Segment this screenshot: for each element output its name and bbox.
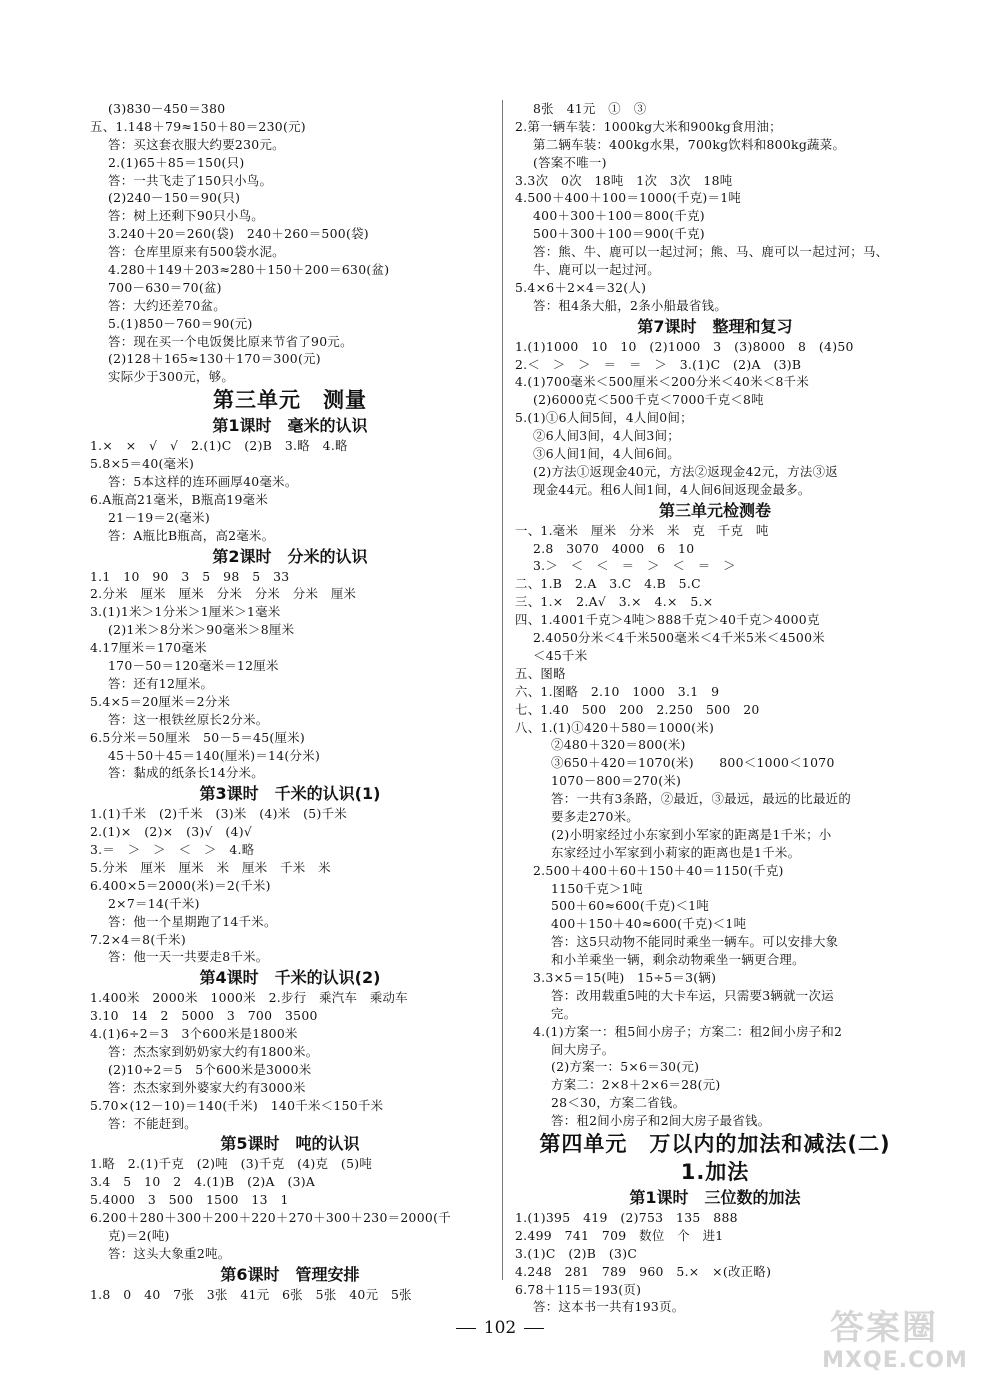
answer-line: 3.3次 0次 18吨 1次 3次 18吨: [515, 172, 733, 188]
answer-line: 2.(1)× (2)× (3)√ (4)√: [90, 824, 253, 840]
page-number: [400, 1318, 600, 1338]
answer-line: 方案二：2×8＋2×6＝28(元): [551, 1077, 721, 1093]
answer-line: 6.A瓶高21毫米，B瓶高19毫米: [90, 491, 269, 507]
answer-line: 答：他一天一共要走8千米。: [108, 949, 269, 965]
unit-heading: 第三单元 测量: [213, 388, 367, 413]
answer-line: 答：租2间小房子和2间大房子最省钱。: [551, 1113, 771, 1129]
answer-line: 4.500＋400＋100＝1000(千克)＝1吨: [515, 190, 742, 206]
answer-line: 1.略 2.(1)千克 (2)吨 (3)千克 (4)克 (5)吨: [90, 1156, 373, 1172]
answer-line: 要多走270米。: [551, 808, 640, 824]
answer-line: ③6人间1间，4人间6间。: [533, 446, 680, 462]
watermark-text-cn: 答案圈: [830, 1308, 938, 1348]
lesson-heading: 第7课时 整理和复习: [637, 316, 793, 336]
answer-line: 1.× × √ √ 2.(1)C (2)B 3.略 4.略: [90, 438, 348, 454]
answer-line: 答：改用载重5吨的大卡车运，只需要3辆就一次运: [551, 987, 834, 1003]
answer-line: 答：一共飞走了150只小鸟。: [108, 172, 273, 188]
answer-line: (2)6000克＜500千克＜7000千克＜8吨: [533, 392, 764, 408]
watermark-logo: [800, 1300, 990, 1380]
answer-line: 2.4050分米＜4千米500毫米＜4千米5米＜4500米: [533, 630, 825, 646]
answer-line: 答：不能赶到。: [108, 1115, 197, 1131]
answer-line: 答：杰杰家到奶奶家大约有1800米。: [108, 1043, 319, 1059]
answer-line: 2.499 741 709 数位 个 进1: [515, 1227, 724, 1243]
answer-line: 4.17厘米＝170毫米: [90, 640, 207, 656]
answer-line: 实际少于300元，够。: [108, 369, 235, 385]
answer-line: 4.248 281 789 960 5.× ×(改正略): [515, 1263, 772, 1279]
answer-line: 答：杰杰家到外婆家大约有3000米: [108, 1079, 306, 1095]
lesson-heading: 第5课时 吨的认识: [220, 1134, 360, 1154]
answer-line: 答：租4条大船，2条小船最省钱。: [533, 297, 728, 313]
answer-line: 7.2×4＝8(千米): [90, 931, 186, 947]
answer-line: 5.4×5＝20厘米＝2分米: [90, 693, 231, 709]
lesson-heading: 第三单元检测卷: [658, 500, 771, 520]
answer-line: 答：他一个星期跑了14千米。: [108, 913, 277, 929]
lesson-heading: 第4课时 千米的认识(2): [199, 968, 381, 988]
answer-line: 答：仓库里原来有500袋水泥。: [108, 244, 285, 260]
answer-line: 1.1 10 90 3 5 98 5 33: [90, 568, 290, 584]
answer-line: 500＋60≈600(千克)＜1吨: [551, 898, 710, 914]
answer-line: 4.(1)6÷2＝3 3个600米是1800米: [90, 1026, 298, 1042]
answer-line: 五、1.148＋79≈150＋80＝230(元): [90, 118, 306, 134]
answer-line: 牛、鹿可以一起过河。: [533, 262, 660, 278]
answer-line: 6.400×5＝2000(米)＝2(千米): [90, 877, 271, 893]
column-divider: [502, 100, 503, 1280]
answer-line: (2)240－150＝90(只): [108, 190, 241, 206]
answer-line: 完。: [551, 1005, 577, 1021]
answer-line: 一、1.毫米 厘米 分米 米 克 千克 吨: [515, 522, 769, 538]
right-column: [515, 100, 915, 1316]
answer-line: (2)小明家经过小东家到小军家的距离是1千米；小: [551, 826, 832, 842]
answer-line: 三、1.× 2.A√ 3.× 4.× 5.×: [515, 594, 714, 610]
answer-line: 二、1.B 2.A 3.C 4.B 5.C: [515, 576, 701, 592]
answer-line: (2)1米＞8分米＞90毫米＞8厘米: [108, 622, 295, 638]
answer-line: 六、1.图略 2.10 1000 3.1 9: [515, 683, 720, 699]
answer-line: ＜45千米: [533, 647, 588, 663]
answer-line: 答：现在买一个电饭煲比原来节省了90元。: [108, 333, 353, 349]
answer-line: 4.(1)700毫米＜500厘米＜200分米＜40米＜8千米: [515, 374, 810, 390]
answer-line: 5.70×(12－10)＝140(千米) 140千米＜150千米: [90, 1097, 384, 1113]
answer-line: (2)方案一：5×6＝30(元): [551, 1059, 700, 1075]
answer-line: 答：黏成的纸条长14分米。: [108, 765, 264, 781]
answer-line: 答：5本这样的连环画厚40毫米。: [108, 474, 298, 490]
answer-line: 400＋300＋100＝800(千克): [533, 208, 705, 224]
answer-line: 七、1.40 500 200 2.250 500 20: [515, 701, 760, 717]
answer-line: 5.8×5＝40(毫米): [90, 456, 195, 472]
answer-line: 克)＝2(吨): [108, 1227, 170, 1243]
unit-heading: 1.加法: [680, 1159, 750, 1184]
answer-line: 东家经过小军家到小莉家的距离也是1千米。: [551, 844, 801, 860]
answer-line: 答：买这套衣服大约要230元。: [108, 136, 285, 152]
answer-line: 5.(1)①6人间5间，4人间0间；: [515, 410, 693, 426]
answer-line: 和小羊乘坐一辆，剩余动物乘坐一辆更合理。: [551, 952, 805, 968]
answer-line: 答：这5只动物不能同时乘坐一辆车。可以安排大象: [551, 934, 839, 950]
answer-line: 5.分米 厘米 厘米 米 厘米 千米 米: [90, 859, 331, 875]
answer-line: 1150千克＞1吨: [551, 880, 643, 896]
answer-line: 2×7＝14(千米): [108, 895, 200, 911]
answer-line: 170－50＝120毫米＝12厘米: [108, 658, 279, 674]
answer-line: (2)10÷2＝5 5个600米是3000米: [108, 1061, 312, 1077]
unit-heading: 第四单元 万以内的加法和减法(二): [539, 1131, 891, 1156]
dash-left: [456, 1328, 476, 1329]
answer-line: 答：大约还差70盆。: [108, 297, 226, 313]
answer-line: 5.4000 3 500 1500 13 1: [90, 1192, 289, 1208]
answer-line: 3.＝ ＞ ＞ ＜ ＞ 4.略: [90, 842, 255, 858]
answer-line: 间大房子。: [551, 1041, 615, 1057]
answer-line: 6.200＋280＋300＋200＋220＋270＋300＋230＝2000(千: [90, 1210, 451, 1226]
answer-line: 4.(1)方案一：租5间小房子；方案二：租2间小房子和2: [533, 1023, 843, 1039]
lesson-heading: 第2课时 分米的认识: [212, 546, 368, 566]
answer-line: (2)128＋165≈130＋170＝300(元): [108, 351, 321, 367]
answer-line: 700－630＝70(盆): [108, 279, 222, 295]
answer-line: 5.(1)850－760＝90(元): [108, 315, 253, 331]
answer-line: 答：树上还剩下90只小鸟。: [108, 208, 264, 224]
answer-line: 2.分米 厘米 厘米 分米 分米 分米 厘米: [90, 586, 357, 602]
answer-line: 答：A瓶比B瓶高，高2毫米。: [108, 527, 275, 543]
answer-line: (3)830－450＝380: [108, 101, 226, 116]
left-column: [90, 100, 490, 1304]
answer-line: 21－19＝2(毫米): [108, 509, 210, 525]
answer-line: (答案不唯一): [533, 154, 607, 170]
answer-line: (2)方法①返现金40元，方法②返现金42元，方法③返: [533, 463, 838, 479]
answer-line: 答：这一根铁丝原长2分米。: [108, 711, 269, 727]
answer-line: 3.3×5＝15(吨) 15÷5＝3(辆): [533, 969, 717, 985]
lesson-heading: 第1课时 毫米的认识: [212, 416, 368, 436]
answer-line: 答：一共有3条路，②最近，③最远，最远的比最近的: [551, 791, 852, 807]
answer-line: 400＋150＋40≈600(千克)＜1吨: [551, 916, 747, 932]
answer-line: 答：熊、牛、鹿可以一起过河；熊、马、鹿可以一起过河；马、: [533, 244, 889, 260]
lesson-heading: 第1课时 三位数的加法: [629, 1187, 801, 1207]
answer-line: 答：这头大象重2吨。: [108, 1245, 231, 1261]
answer-line: ②480＋320＝800(米): [551, 737, 686, 753]
answer-line: ②6人间3间，4人间3间；: [533, 428, 680, 444]
answer-line: ③650＋420＝1070(米) 800＜1000＜1070: [551, 755, 835, 771]
answer-line: 6.78＋115＝193(页): [515, 1281, 642, 1297]
answer-line: 答：还有12厘米。: [108, 675, 214, 691]
lesson-heading: 第3课时 千米的认识(1): [199, 784, 381, 804]
answer-line: 1.(1)395 419 (2)753 135 888: [515, 1209, 738, 1225]
answer-line: 2.8 3070 4000 6 10: [533, 540, 695, 556]
answer-line: 2.(1)65＋85＝150(只): [108, 154, 245, 170]
watermark-text-url: MXQE.COM: [822, 1348, 968, 1373]
answer-line: 5.4×6＋2×4＝32(人): [515, 279, 647, 295]
answer-line: 4.280＋149＋203≈280＋150＋200＝630(盆): [108, 262, 390, 278]
answer-line: 500＋300＋100＝900(千克): [533, 226, 705, 242]
answer-line: 1.(1)千米 (2)千米 (3)米 (4)米 (5)千米: [90, 806, 347, 822]
answer-line: 八、1.(1)①420＋580＝1000(米): [515, 719, 715, 735]
answer-line: 1.400米 2000米 1000米 2.步行 乘汽车 乘动车: [90, 990, 408, 1006]
answer-line: 1.8 0 40 7张 3张 41元 6张 5张 40元 5张: [90, 1286, 412, 1302]
page-number-text: 102: [483, 1318, 517, 1338]
answer-line: 答：这本书一共有193页。: [533, 1299, 685, 1315]
answer-line: 6.5分米＝50厘米 50－5＝45(厘米): [90, 729, 306, 745]
answer-line: 2.500＋400＋60＋150＋40＝1150(千克): [533, 862, 784, 878]
answer-line: 3.(1)C (2)B (3)C: [515, 1245, 638, 1261]
answer-line: 现金44元。租6人间1间，4人间6间返现金最多。: [533, 481, 811, 497]
answer-line: 第二辆车装：400kg水果，700kg饮料和800kg蔬菜。: [533, 136, 846, 152]
answer-line: 五、图略: [515, 665, 566, 681]
answer-line: 四、1.4001千克＞4吨＞888千克＞40千克＞4000克: [515, 612, 820, 628]
answer-line: 3.240＋20＝260(袋) 240＋260＝500(袋): [108, 226, 369, 242]
answer-line: 3.10 14 2 5000 3 700 3500: [90, 1008, 318, 1024]
lesson-heading: 第6课时 管理安排: [220, 1264, 360, 1284]
answer-line: 28＜30，方案二省钱。: [551, 1095, 686, 1111]
answer-line: 45＋50＋45＝140(厘米)＝14(分米): [108, 747, 321, 763]
dash-right: [524, 1328, 544, 1329]
answer-line: 3.(1)1米＞1分米＞1厘米＞1毫米: [90, 604, 281, 620]
answer-line: 1.(1)1000 10 10 (2)1000 3 (3)8000 8 (4)50: [515, 338, 854, 354]
answer-line: 3.4 5 10 2 4.(1)B (2)A (3)A: [90, 1174, 316, 1190]
answer-line: 1070－800＝270(米): [551, 773, 682, 789]
answer-line: 3.＞ ＜ ＜ ＝ ＞ ＜ ＝ ＞: [533, 558, 736, 574]
answer-line: 8张 41元 ① ③: [533, 101, 647, 116]
answer-line: 2.第一辆车装：1000kg大米和900kg食用油；: [515, 118, 782, 134]
answer-line: 2.＜ ＞ ＞ ＝ ＝ ＞ 3.(1)C (2)A (3)B: [515, 356, 802, 372]
